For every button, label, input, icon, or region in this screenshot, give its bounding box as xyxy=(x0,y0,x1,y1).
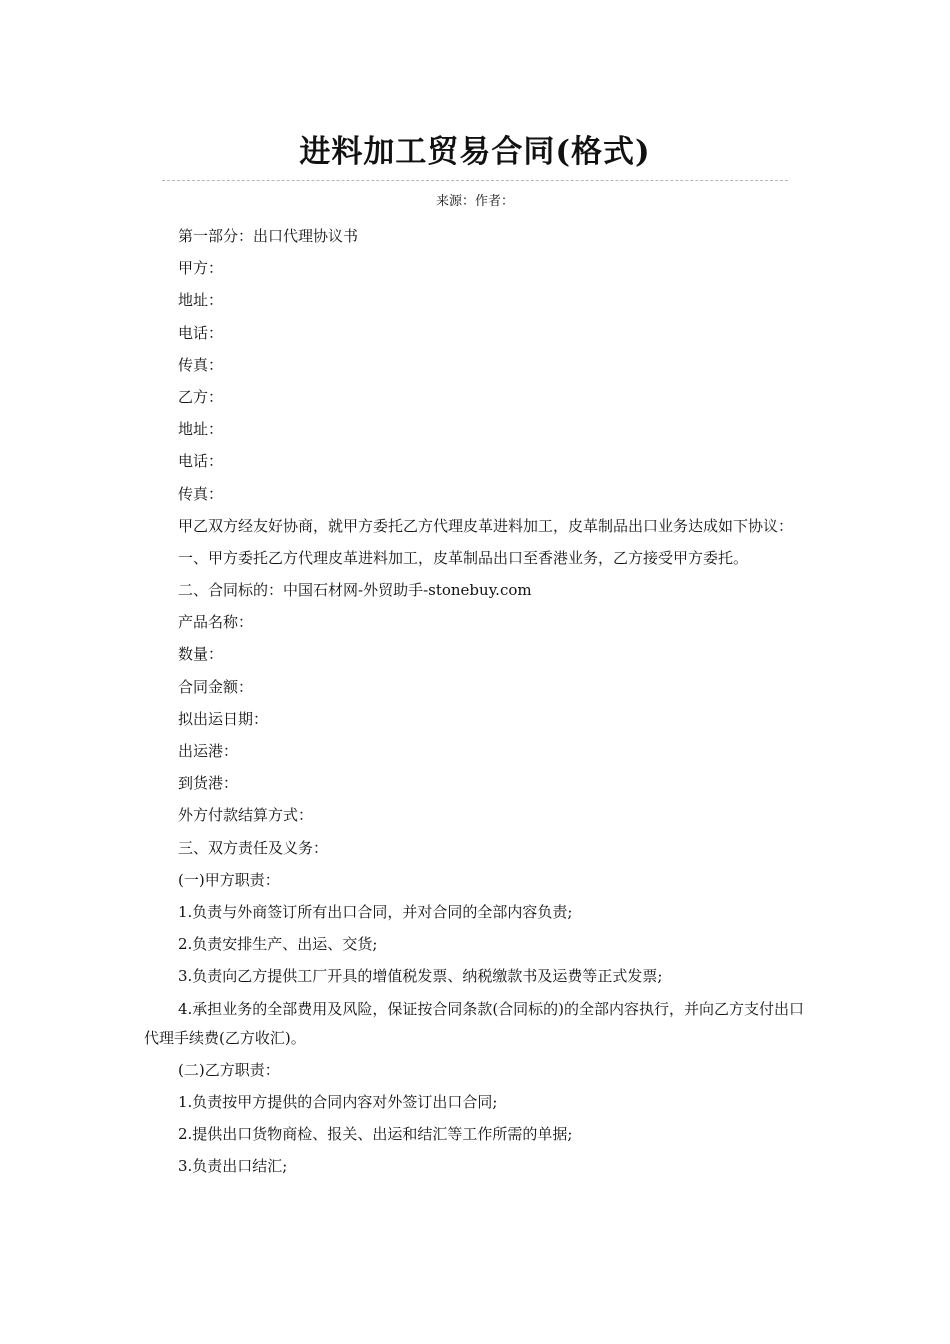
quantity: 数量： xyxy=(178,645,224,664)
party-b-duty-3: 3.负责出口结汇; xyxy=(178,1157,288,1176)
party-a-fax: 传真： xyxy=(178,355,224,374)
agreement-intro: 甲乙双方经友好协商，就甲方委托乙方代理皮革进料加工，皮革制品出口业务达成如下协议： xyxy=(178,516,794,535)
party-b-fax: 传真： xyxy=(178,484,224,503)
product-name: 产品名称： xyxy=(178,613,254,632)
party-a-duties-heading: (一)甲方职责： xyxy=(178,870,280,889)
clause-1: 一、甲方委托乙方代理皮革进料加工，皮革制品出口至香港业务，乙方接受甲方委托。 xyxy=(178,548,749,567)
party-a-duty-4: 4.承担业务的全部费用及风险，保证按合同条款(合同标的)的全部内容执行，并向乙方支付出口代理手续费(乙方收汇)。 xyxy=(144,999,805,1047)
source-line: 来源：作者： xyxy=(435,194,514,209)
clause-3: 三、双方责任及义务： xyxy=(178,838,329,857)
clause-2: 二、合同标的：中国石材网-外贸助手-stonebuy.com xyxy=(178,581,532,600)
party-a-duty-2: 2.负责安排生产、出运、交货; xyxy=(178,935,378,954)
party-b-address: 地址： xyxy=(178,420,224,439)
party-a-label: 甲方： xyxy=(178,259,224,278)
document-title: 进料加工贸易合同(格式) xyxy=(299,134,651,170)
port-of-destination: 到货港： xyxy=(178,774,239,793)
party-b-duty-2: 2.提供出口货物商检、报关、出运和结汇等工作所需的单据; xyxy=(178,1125,573,1144)
shipping-date: 拟出运日期： xyxy=(178,709,269,728)
payment-method: 外方付款结算方式： xyxy=(178,806,314,825)
party-b-label: 乙方： xyxy=(178,388,224,407)
document-body xyxy=(144,220,814,1182)
party-a-duty-3: 3.负责向乙方提供工厂开具的增值税发票、纳税缴款书及运费等正式发票; xyxy=(178,967,663,986)
party-b-phone: 电话： xyxy=(178,452,224,471)
party-a-duty-1: 1.负责与外商签订所有出口合同，并对合同的全部内容负责; xyxy=(178,903,573,922)
title-divider xyxy=(162,180,788,181)
contract-amount: 合同金额： xyxy=(178,677,254,696)
port-of-loading: 出运港： xyxy=(178,742,239,761)
party-a-phone: 电话： xyxy=(178,323,224,342)
section-heading: 第一部分：出口代理协议书 xyxy=(178,227,359,245)
party-a-address: 地址： xyxy=(178,291,224,310)
party-b-duty-1: 1.负责按甲方提供的合同内容对外签订出口合同; xyxy=(178,1092,498,1111)
party-b-duties-heading: (二)乙方职责： xyxy=(178,1060,280,1079)
